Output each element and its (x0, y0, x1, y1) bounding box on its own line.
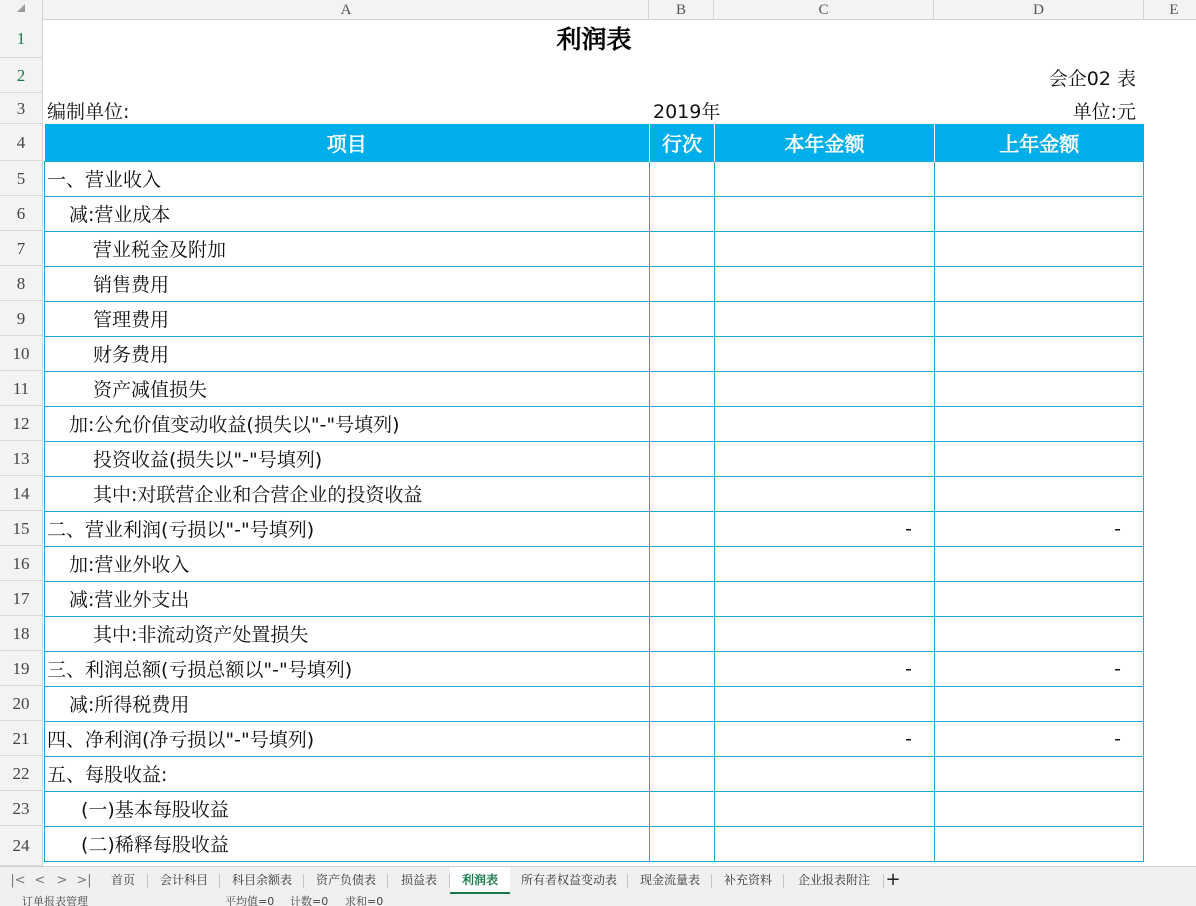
table-row (45, 581, 1144, 616)
line-no-cell[interactable] (650, 651, 715, 686)
prior-year-amount-cell[interactable] (935, 266, 1144, 301)
line-no-cell[interactable] (650, 686, 715, 721)
header-current-year[interactable]: 本年金额 (715, 124, 935, 161)
table-row (45, 616, 1144, 651)
table-row (45, 651, 1144, 686)
prior-year-amount-cell[interactable] (935, 231, 1144, 266)
sheet-tab[interactable]: 企业报表附注 (784, 867, 884, 894)
row-header-1[interactable]: 1 (0, 20, 43, 58)
select-all-corner[interactable] (0, 0, 43, 20)
row-header-16[interactable]: 16 (0, 546, 43, 581)
item-label-cell[interactable]: 四、净利润(净亏损以"-"号填列) (45, 721, 650, 756)
table-row (45, 511, 1144, 546)
prior-year-amount-cell[interactable] (935, 371, 1144, 406)
row-header-4[interactable]: 4 (0, 124, 43, 161)
current-year-amount-cell[interactable] (715, 231, 935, 266)
table-row (45, 756, 1144, 791)
item-label-cell[interactable]: 管理费用 (45, 301, 650, 336)
row-header-21[interactable]: 21 (0, 721, 43, 756)
row-header-17[interactable]: 17 (0, 581, 43, 616)
row-header-23[interactable]: 23 (0, 791, 43, 826)
sheet-tab[interactable]: 首页 (98, 867, 148, 894)
line-no-cell[interactable] (650, 266, 715, 301)
line-no-cell[interactable] (650, 406, 715, 441)
row-header-13[interactable]: 13 (0, 441, 43, 476)
item-label-cell[interactable]: 加:营业外收入 (45, 546, 650, 581)
table-row (45, 371, 1144, 406)
table-header-row (45, 124, 1144, 161)
prior-year-amount-cell[interactable] (935, 581, 1144, 616)
row-header-22[interactable]: 22 (0, 756, 43, 791)
line-no-cell[interactable] (650, 441, 715, 476)
line-no-cell[interactable] (650, 231, 715, 266)
table-row (45, 406, 1144, 441)
next-sheet-icon[interactable]: > (56, 873, 68, 888)
compiling-unit-label[interactable]: 编制单位: (47, 101, 130, 123)
table-row (45, 791, 1144, 826)
item-label-cell[interactable]: 销售费用 (45, 266, 650, 301)
current-year-amount-cell[interactable]: - (715, 511, 935, 546)
current-year-amount-cell[interactable]: - (715, 651, 935, 686)
table-row (45, 161, 1144, 196)
prior-year-amount-cell[interactable]: - (935, 721, 1144, 756)
item-label-cell[interactable]: 其中:非流动资产处置损失 (45, 616, 650, 651)
item-label-cell[interactable]: 减:营业成本 (45, 196, 650, 231)
row-header-6[interactable]: 6 (0, 196, 43, 231)
line-no-cell[interactable] (650, 756, 715, 791)
current-year-amount-cell[interactable] (715, 581, 935, 616)
row-header-8[interactable]: 8 (0, 266, 43, 301)
sheet-tab[interactable]: 资产负债表 (304, 867, 388, 894)
prior-year-amount-cell[interactable] (935, 336, 1144, 371)
sheet-tab[interactable]: 会计科目 (148, 867, 220, 894)
form-number[interactable]: 会企02 表 (1048, 68, 1136, 90)
column-header-a[interactable]: A (44, 0, 649, 20)
table-row (45, 301, 1144, 336)
row-header-11[interactable]: 11 (0, 371, 43, 406)
line-no-cell[interactable] (650, 336, 715, 371)
table-row (45, 231, 1144, 266)
line-no-cell[interactable] (650, 161, 715, 196)
sheet-tab[interactable]: 现金流量表 (628, 867, 712, 894)
report-year[interactable]: 2019年 (653, 101, 721, 123)
column-header-e[interactable]: E (1169, 2, 1179, 18)
item-label-cell[interactable]: 三、利润总额(亏损总额以"-"号填列) (45, 651, 650, 686)
current-year-amount-cell[interactable]: - (715, 721, 935, 756)
line-no-cell[interactable] (650, 196, 715, 231)
row-header-12[interactable]: 12 (0, 406, 43, 441)
prior-year-amount-cell[interactable] (935, 791, 1144, 826)
prev-sheet-icon[interactable]: < (34, 873, 46, 888)
row-header-15[interactable]: 15 (0, 511, 43, 546)
current-year-amount-cell[interactable] (715, 476, 935, 511)
table-row (45, 721, 1144, 756)
item-label-cell[interactable]: 资产减值损失 (45, 371, 650, 406)
status-count: 计数=0 (290, 895, 329, 906)
item-label-cell[interactable]: 财务费用 (45, 336, 650, 371)
prior-year-amount-cell[interactable] (935, 756, 1144, 791)
table-row (45, 196, 1144, 231)
current-year-amount-cell[interactable] (715, 266, 935, 301)
line-no-cell[interactable] (650, 581, 715, 616)
sheet-tab[interactable]: 补充资料 (712, 867, 784, 894)
prior-year-amount-cell[interactable] (935, 616, 1144, 651)
line-no-cell[interactable] (650, 546, 715, 581)
line-no-cell[interactable] (650, 301, 715, 336)
prior-year-amount-cell[interactable] (935, 476, 1144, 511)
item-label-cell[interactable]: 投资收益(损失以"-"号填列) (45, 441, 650, 476)
line-no-cell[interactable] (650, 476, 715, 511)
current-year-amount-cell[interactable] (715, 336, 935, 371)
current-year-amount-cell[interactable] (715, 791, 935, 826)
current-year-amount-cell[interactable] (715, 616, 935, 651)
row-header-18[interactable]: 18 (0, 616, 43, 651)
item-label-cell[interactable]: 二、营业利润(亏损以"-"号填列) (45, 511, 650, 546)
prior-year-amount-cell[interactable]: - (935, 651, 1144, 686)
column-header-b[interactable]: B (649, 0, 714, 20)
prior-year-amount-cell[interactable] (935, 161, 1144, 196)
column-header-bar (0, 0, 1196, 20)
item-label-cell[interactable]: 减:所得税费用 (45, 686, 650, 721)
worksheet (44, 20, 1196, 866)
table-row (45, 546, 1144, 581)
current-year-amount-cell[interactable] (715, 441, 935, 476)
header-item[interactable]: 项目 (45, 124, 650, 161)
row-header-3[interactable]: 3 (0, 93, 43, 124)
item-label-cell[interactable]: (二)稀释每股收益 (45, 826, 650, 861)
line-no-cell[interactable] (650, 721, 715, 756)
column-header-c[interactable]: C (714, 0, 934, 20)
prior-year-amount-cell[interactable] (935, 301, 1144, 336)
sheet-tab[interactable]: 损益表 (388, 867, 450, 894)
add-sheet-button[interactable]: + (885, 869, 901, 890)
prior-year-amount-cell[interactable] (935, 196, 1144, 231)
first-sheet-icon[interactable]: |< (10, 873, 26, 888)
last-sheet-icon[interactable]: >| (76, 873, 92, 888)
status-sum: 求和=0 (345, 895, 384, 906)
row-header-24[interactable]: 24 (0, 826, 43, 866)
column-header-d[interactable]: D (934, 0, 1144, 20)
table-row (45, 686, 1144, 721)
item-label-cell[interactable]: (一)基本每股收益 (45, 791, 650, 826)
sheet-tab[interactable]: 科目余额表 (220, 867, 304, 894)
row-header-14[interactable]: 14 (0, 476, 43, 511)
currency-unit-label[interactable]: 单位:元 (1072, 101, 1136, 123)
current-year-amount-cell[interactable] (715, 546, 935, 581)
prior-year-amount-cell[interactable] (935, 546, 1144, 581)
row-header-9[interactable]: 9 (0, 301, 43, 336)
current-year-amount-cell[interactable] (715, 371, 935, 406)
row-header-10[interactable]: 10 (0, 336, 43, 371)
row-header-20[interactable]: 20 (0, 686, 43, 721)
line-no-cell[interactable] (650, 791, 715, 826)
current-year-amount-cell[interactable] (715, 686, 935, 721)
item-label-cell[interactable]: 营业税金及附加 (45, 231, 650, 266)
header-line-no[interactable]: 行次 (650, 124, 715, 161)
prior-year-amount-cell[interactable] (935, 441, 1144, 476)
sheet-tab[interactable]: 所有者权益变动表 (510, 867, 628, 894)
item-label-cell[interactable]: 一、营业收入 (45, 161, 650, 196)
current-year-amount-cell[interactable] (715, 826, 935, 861)
sheet-tab-bar (0, 866, 1196, 894)
item-label-cell[interactable]: 减:营业外支出 (45, 581, 650, 616)
item-label-cell[interactable]: 五、每股收益: (45, 756, 650, 791)
table-row (45, 441, 1144, 476)
current-year-amount-cell[interactable] (715, 301, 935, 336)
row-header-7[interactable]: 7 (0, 231, 43, 266)
prior-year-amount-cell[interactable]: - (935, 511, 1144, 546)
prior-year-amount-cell[interactable] (935, 686, 1144, 721)
line-no-cell[interactable] (650, 371, 715, 406)
select-all-icon (17, 4, 25, 12)
status-left[interactable]: 订单报表管理 (22, 895, 88, 906)
table-row (45, 476, 1144, 511)
income-statement-table (44, 124, 1144, 862)
item-label-cell[interactable]: 其中:对联营企业和合营企业的投资收益 (45, 476, 650, 511)
prior-year-amount-cell[interactable] (935, 826, 1144, 861)
current-year-amount-cell[interactable] (715, 756, 935, 791)
item-label-cell[interactable]: 加:公允价值变动收益(损失以"-"号填列) (45, 406, 650, 441)
table-row (45, 826, 1144, 861)
header-prior-year[interactable]: 上年金额 (935, 124, 1144, 161)
current-year-amount-cell[interactable] (715, 406, 935, 441)
line-no-cell[interactable] (650, 511, 715, 546)
table-row (45, 336, 1144, 371)
prior-year-amount-cell[interactable] (935, 406, 1144, 441)
status-average: 平均值=0 (225, 895, 275, 906)
row-header-5[interactable]: 5 (0, 161, 43, 196)
sheet-tab[interactable]: 利润表 (450, 867, 510, 894)
line-no-cell[interactable] (650, 616, 715, 651)
row-header-19[interactable]: 19 (0, 651, 43, 686)
line-no-cell[interactable] (650, 826, 715, 861)
current-year-amount-cell[interactable] (715, 161, 935, 196)
sheet-title[interactable]: 利润表 (556, 25, 632, 54)
row-header-2[interactable]: 2 (0, 58, 43, 93)
table-row (45, 266, 1144, 301)
current-year-amount-cell[interactable] (715, 196, 935, 231)
status-bar (0, 894, 1196, 906)
